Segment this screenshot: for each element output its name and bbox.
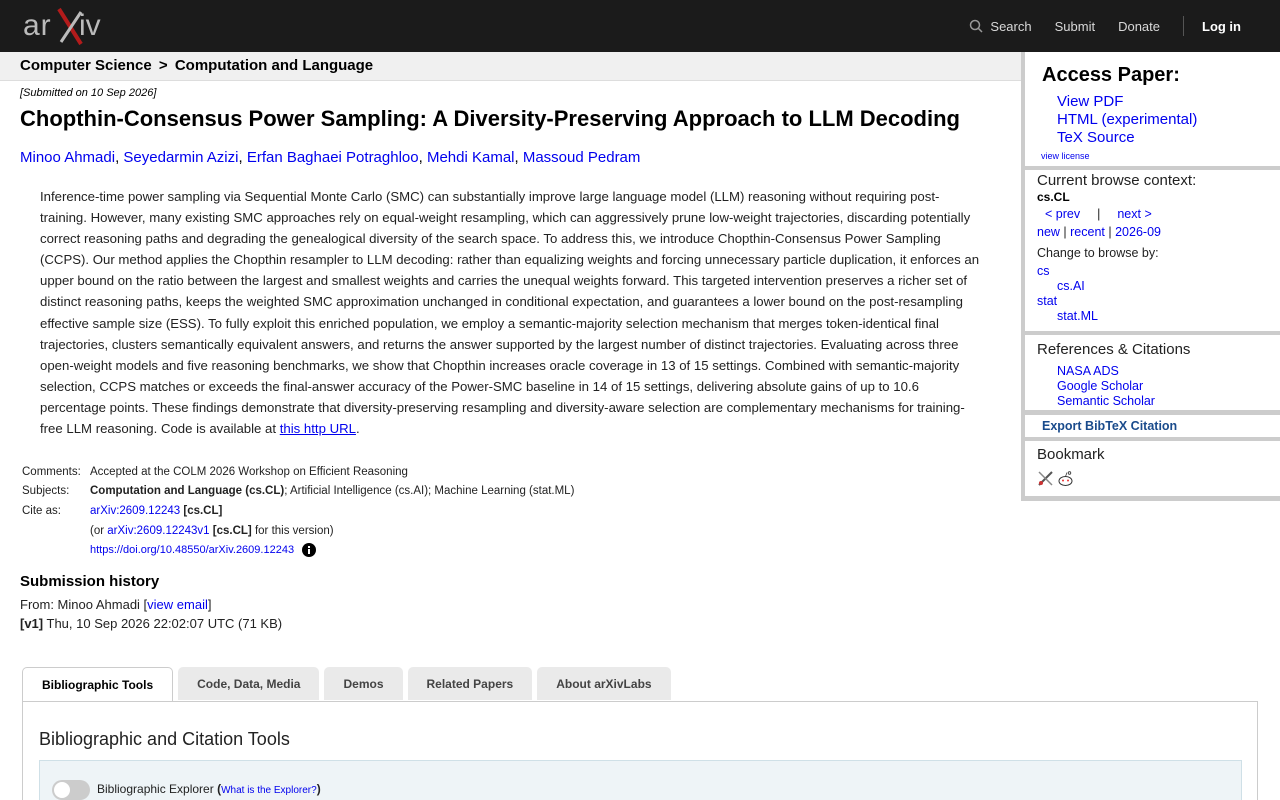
- cite-version-row: [22, 521, 574, 541]
- cite-or-close: for this version): [254, 524, 334, 537]
- bookmark-heading: Bookmark: [1037, 446, 1105, 463]
- export-bibtex-link[interactable]: Export BibTeX Citation: [1042, 419, 1178, 433]
- paper-title: Chopthin-Consensus Power Sampling: A Diversity-Preserving Approach to LLM Decoding: [20, 106, 960, 131]
- cite-category: [cs.CL]: [183, 504, 223, 517]
- tab-related-papers[interactable]: Related Papers: [408, 667, 533, 700]
- tab-panel: [22, 701, 1258, 800]
- prev-next-nav: [1045, 207, 1152, 221]
- cite-version-link[interactable]: arXiv:2609.12243v1: [107, 524, 210, 537]
- author-link[interactable]: Erfan Baghaei Potraghloo: [246, 149, 419, 166]
- recent-link[interactable]: recent: [1070, 225, 1105, 239]
- tab-bar: [22, 667, 676, 702]
- what-is-explorer-link[interactable]: What is the Explorer?: [221, 785, 317, 796]
- submitter-prefix: From: Minoo Ahmadi [: [20, 597, 148, 612]
- version-label: [v1]: [20, 616, 44, 631]
- browse-cs-ai-link[interactable]: cs.AI: [1057, 279, 1085, 293]
- explorer-box: [39, 760, 1242, 800]
- submit-link[interactable]: Submit: [1054, 18, 1096, 34]
- breadcrumb-cs[interactable]: Computer Science: [20, 57, 152, 74]
- tab-bibliographic-tools[interactable]: Bibliographic Tools: [22, 667, 173, 702]
- version-line: [20, 616, 282, 631]
- submission-date: [Submitted on 10 Sep 2026]: [20, 87, 157, 99]
- explorer-toggle[interactable]: [52, 780, 90, 800]
- svg-text:iv: iv: [79, 9, 101, 42]
- search-icon: [969, 19, 983, 33]
- submitter-suffix: ]: [207, 597, 212, 612]
- explorer-paren-open: (: [217, 782, 222, 796]
- view-email-link[interactable]: view email: [147, 597, 208, 612]
- subjects-label: Subjects:: [22, 485, 70, 498]
- nav-pipe: |: [1097, 207, 1101, 221]
- browse-by-list: [1037, 264, 1098, 324]
- submitter-line: [20, 597, 211, 612]
- author-list: Minoo Ahmadi, Seyedarmin Azizi, Erfan Baghaei Potraghloo, Mehdi Kamal, Massoud Pedram: [20, 149, 641, 166]
- html-link[interactable]: HTML (experimental): [1057, 111, 1198, 128]
- subjects-row: [22, 482, 574, 502]
- browse-stat-ml-link[interactable]: stat.ML: [1057, 309, 1098, 323]
- comments-row: [22, 462, 574, 482]
- bookmark-box: [1025, 441, 1280, 496]
- tab-code-data-media[interactable]: Code, Data, Media: [178, 667, 319, 700]
- arxiv-logo[interactable]: [23, 6, 113, 46]
- references-links: [1057, 364, 1155, 409]
- cite-version-category: [cs.CL]: [212, 524, 252, 537]
- access-links: [1057, 93, 1197, 147]
- nasa-ads-link[interactable]: NASA ADS: [1057, 364, 1119, 378]
- next-link[interactable]: next >: [1117, 207, 1152, 221]
- abstract-url-link[interactable]: this http URL: [279, 421, 356, 437]
- comments-value: Accepted at the COLM 2026 Workshop on Efficient Reasoning: [90, 465, 408, 478]
- abstract-text: Inference-time power sampling via Sequential Monte Carlo (SMC) can substantially improve large language model (LLM) reasoning without requiring post-training. However, many existing SMC approaches rely on equal-weight resampling, which can aggressively prune low-weight trajectories, discarding potentially correct reasoning paths and degrading the genealogical diversity of the search space. To address this, we introduce Chopthin-Consensus Power Sampling (CCPS). Our method applies the Chopthin resampler to LLM decoding: rather than equalizing weights and forcing unnecessary particle duplication, it enforces an upper bound on the ratio between the largest and smallest weights and carries the unequal weights forward. This targeted intervention preserves a richer set of distinct reasoning paths, keeps the weighted SMC approximation unchanged in conditional expectation, and guarantees a lower bound on the post-resampling effective sample size (ESS). To fully exploit this enriched population, we employ a semantic-majority selection mechanism that merges token-identical final trajectories, clusters semantically equivalent answers, and returns the answer supported by the largest number of distinct trajectories. Evaluating across three open-weight models and five reasoning benchmarks, we show that Chopthin increases oracle coverage in 13 of 15 settings. Combined with semantic-majority selection, CCPS matches or exceeds the final-answer accuracy of the Power-SMC baseline in 14 of 15 settings, delivering absolute gains of up to 10.6 percentage points. These findings demonstrate that diversity-preserving resampling and diversity-aware selection are complementary mechanisms for training-free LLM reasoning. Code is available at: [40, 189, 980, 437]
- reddit-icon[interactable]: [1057, 470, 1074, 487]
- explorer-label-line: [97, 782, 321, 796]
- doi-row: [22, 540, 574, 560]
- abstract: [40, 186, 985, 439]
- semantic-scholar-link[interactable]: Semantic Scholar: [1057, 394, 1155, 408]
- search-button[interactable]: [969, 19, 1031, 34]
- browse-stat-link[interactable]: stat: [1037, 294, 1058, 308]
- references-box: [1025, 335, 1280, 410]
- doi-link[interactable]: https://doi.org/10.48550/arXiv.2609.12243: [90, 544, 295, 557]
- panel-heading: Bibliographic and Citation Tools: [39, 729, 290, 749]
- tab-about-arxivlabs[interactable]: About arXivLabs: [537, 667, 670, 700]
- explorer-label: Bibliographic Explorer: [97, 782, 214, 796]
- view-license-link[interactable]: view license: [1041, 151, 1090, 161]
- change-browse-heading: Change to browse by:: [1037, 246, 1159, 260]
- explorer-paren-close: ): [316, 782, 321, 796]
- prev-link[interactable]: < prev: [1045, 207, 1081, 221]
- cite-label: Cite as:: [22, 504, 61, 517]
- access-paper-box: [1025, 52, 1280, 166]
- primary-subject: Computation and Language (cs.CL): [90, 485, 285, 498]
- donate-link[interactable]: Donate: [1118, 18, 1160, 34]
- author-link[interactable]: Mehdi Kamal: [426, 149, 515, 166]
- login-link[interactable]: Log in: [1202, 18, 1241, 34]
- toggle-knob: [54, 782, 70, 798]
- browse-cs-link[interactable]: cs: [1037, 264, 1050, 278]
- bookmark-icons: [1037, 470, 1077, 487]
- context-category: cs.CL: [1037, 190, 1070, 204]
- svg-text:ar: ar: [23, 9, 52, 42]
- view-pdf-link[interactable]: View PDF: [1057, 93, 1124, 110]
- breadcrumb-cl[interactable]: Computation and Language: [174, 57, 374, 74]
- context-heading: Current browse context:: [1037, 172, 1197, 189]
- cite-row: [22, 501, 574, 521]
- tex-source-link[interactable]: TeX Source: [1057, 129, 1135, 146]
- breadcrumb-band: [0, 52, 1021, 81]
- bibsonomy-icon[interactable]: [1037, 470, 1054, 487]
- author-link[interactable]: Seyedarmin Azizi: [123, 149, 239, 166]
- breadcrumb: [20, 57, 373, 74]
- sidebar: [1021, 52, 1280, 501]
- tab-demos[interactable]: Demos: [324, 667, 402, 700]
- author-link[interactable]: Massoud Pedram: [522, 149, 641, 166]
- search-label: Search: [990, 18, 1032, 34]
- google-scholar-link[interactable]: Google Scholar: [1057, 379, 1144, 393]
- month-link[interactable]: 2026-09: [1115, 225, 1161, 239]
- comments-label: Comments:: [22, 465, 81, 478]
- author-link[interactable]: Minoo Ahmadi: [20, 149, 116, 166]
- nav-divider: [1183, 16, 1184, 36]
- submission-history-heading: Submission history: [20, 573, 160, 590]
- breadcrumb-separator: >: [158, 57, 168, 74]
- access-heading: Access Paper:: [1042, 64, 1180, 86]
- abstract-end: .: [355, 421, 360, 437]
- metadata-table: [22, 462, 574, 560]
- context-links: new | recent | 2026-09: [1037, 225, 1161, 239]
- info-icon[interactable]: [302, 543, 316, 557]
- top-bar: [0, 0, 1280, 52]
- bibtex-box: [1025, 415, 1280, 437]
- browse-context-box: [1025, 170, 1280, 331]
- cite-or-open: (or: [90, 524, 105, 537]
- other-subjects: ; Artificial Intelligence (cs.AI); Machine Learning (stat.ML): [284, 485, 575, 498]
- references-heading: References & Citations: [1037, 341, 1191, 358]
- version-info: Thu, 10 Sep 2026 22:02:07 UTC (71 KB): [46, 616, 283, 631]
- cite-id-link[interactable]: arXiv:2609.12243: [90, 504, 181, 517]
- new-link[interactable]: new: [1037, 225, 1060, 239]
